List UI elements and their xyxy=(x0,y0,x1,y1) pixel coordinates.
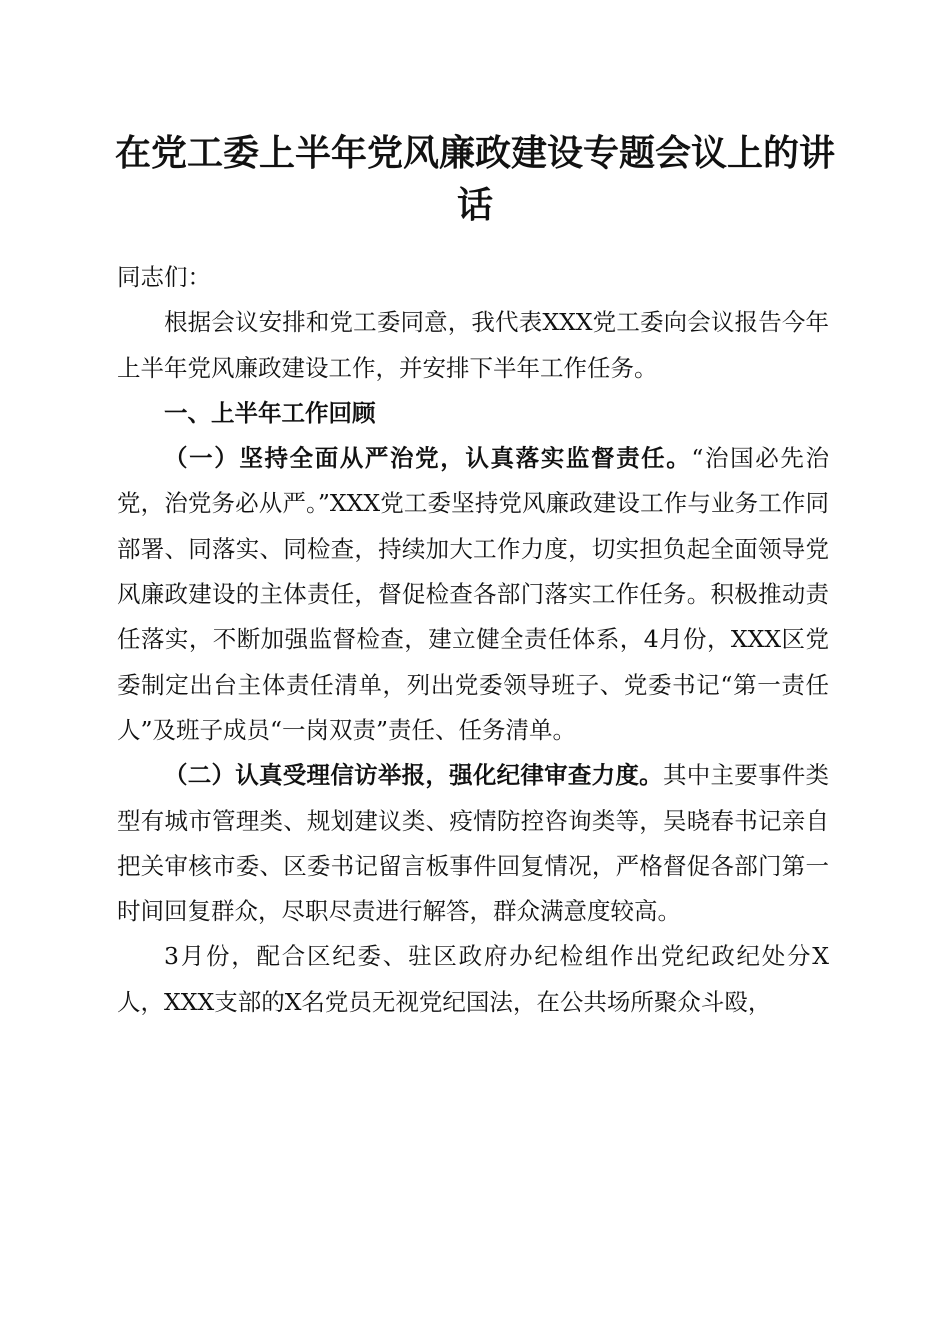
section-heading: 一、上半年工作回顾 xyxy=(164,398,376,427)
intro-paragraph: 根据会议安排和党工委同意，我代表XXX党工委向会议报告今年上半年党风廉政建设工作，并安排下半年工作任务。 xyxy=(117,308,829,382)
salutation: 同志们： xyxy=(117,263,211,291)
item2-paragraph xyxy=(117,753,829,934)
item1-paragraph xyxy=(117,436,829,753)
item2-heading: （二）认真受理信访举报，强化纪律审查力度。 xyxy=(164,761,663,790)
march-paragraph: 3月份，配合区纪委、驻区政府办纪检组作出党纪政纪处分X人，XXX支部的X名党员无视党纪国法，在公共场所聚众斗殴， xyxy=(117,942,829,1016)
item1-body: “治国必先治党，治党务必从严。”XXX党工委坚持党风廉政建设工作与业务工作同部署、同落实、同检查，持续加大工作力度，切实担负起全面领导党风廉政建设的主体责任，督促检查各部门落实工作任务。积极推动责任落实，不断加强监督检查，建立健全责任体系，4月份，XXX区党委制定出台主体责任清单，列出党委领导班子、党委书记“第一责任人”及班子成员“一岗双责”责任、任务清单。 xyxy=(117,444,830,744)
item1-heading: （一）坚持全面从严治党，认真落实监督责任。 xyxy=(164,444,692,473)
document-body xyxy=(117,255,829,1025)
document-title: 在党工委上半年党风廉政建设专题会议上的讲话 xyxy=(114,133,835,226)
item2-body: 其中主要事件类型有城市管理类、规划建议类、疫情防控咨询类等，吴晓春书记亲自把关审核市委、区委书记留言板事件回复情况，严格督促各部门第一时间回复群众，尽职尽责进行解答，群众满意度较高。 xyxy=(117,761,830,926)
